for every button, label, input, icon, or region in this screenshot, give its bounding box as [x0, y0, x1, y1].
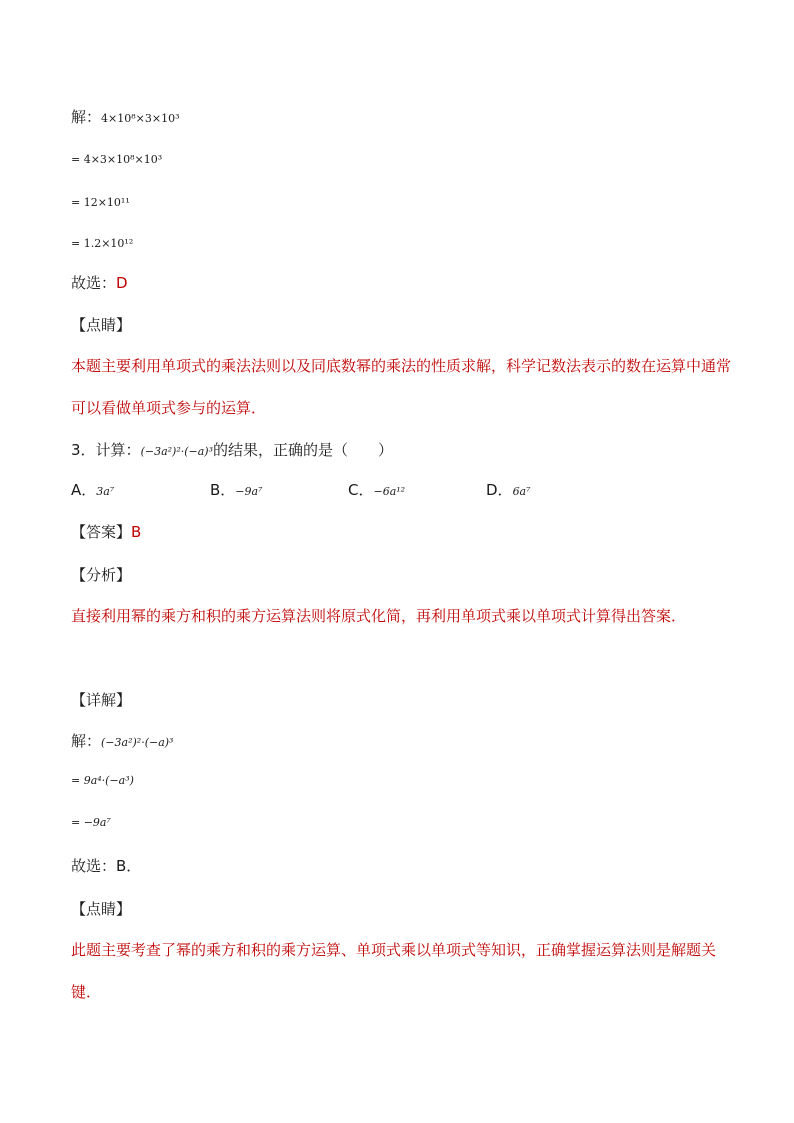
- answer-choice-line: [71, 273, 128, 293]
- option-value: −6a¹²: [373, 485, 406, 498]
- detail-line-1: [71, 731, 173, 753]
- question-close: ）: [378, 441, 394, 459]
- solution-line-2: = 4×3×10⁸×10³: [71, 153, 163, 166]
- tip2-heading: 【点睛】: [71, 900, 132, 918]
- detail-line-2: = 9a⁴·(−a³): [71, 774, 134, 787]
- option-value: 3a⁷: [96, 485, 115, 498]
- detail-math: (−3a²)²·(−a)³: [101, 736, 174, 749]
- detail-heading: 【详解】: [71, 691, 132, 709]
- detail-conclusion: 故选：B．: [71, 857, 142, 875]
- question-prompt: 计算：: [95, 441, 141, 459]
- detail-prefix: 解：: [71, 732, 102, 750]
- detail-line-3: = −9a⁷: [71, 816, 111, 829]
- solution-math: 4×10⁸×3×10³: [101, 112, 180, 125]
- answer-choice-value: D: [116, 274, 128, 292]
- option-label: C．: [348, 481, 374, 499]
- analysis-text: 直接利用幂的乘方和积的乘方运算法则将原式化简，再利用单项式乘以单项式计算得出答案．: [71, 607, 687, 625]
- question-expression: (−3a²)²·(−a)³: [140, 445, 214, 458]
- solution-line-4: = 1.2×10¹²: [71, 237, 134, 250]
- option-c: [348, 480, 405, 502]
- option-d: [486, 480, 531, 502]
- analysis-heading: 【分析】: [71, 566, 132, 584]
- answer-label: 【答案】: [71, 523, 132, 541]
- answer-line: [71, 522, 141, 542]
- option-a: [71, 480, 114, 502]
- solution-line-1: [71, 107, 179, 129]
- solution-prefix: 解：: [71, 108, 102, 126]
- option-label: A．: [71, 481, 97, 499]
- question-suffix: 的结果，正确的是（: [213, 441, 349, 459]
- option-b: [210, 480, 262, 502]
- tip2-text: 此题主要考查了幂的乘方和积的乘方运算、单项式乘以单项式等知识，正确掌握运算法则是解题关键．: [71, 941, 717, 1001]
- option-label: B．: [210, 481, 236, 499]
- tip-text: 本题主要利用单项式的乘法法则以及同底数幂的乘法的性质求解，科学记数法表示的数在运算中通常可以看做单项式参与的运算．: [71, 357, 732, 417]
- question-number: 3．: [71, 441, 96, 459]
- answer-choice-label: 故选：: [71, 274, 117, 292]
- option-value: 6a⁷: [512, 485, 531, 498]
- question-3: [71, 440, 393, 462]
- tip-heading: 【点睛】: [71, 316, 132, 334]
- option-value: −9a⁷: [235, 485, 263, 498]
- solution-line-3: = 12×10¹¹: [71, 196, 130, 209]
- answer-value: B: [131, 523, 142, 541]
- option-label: D．: [486, 481, 513, 499]
